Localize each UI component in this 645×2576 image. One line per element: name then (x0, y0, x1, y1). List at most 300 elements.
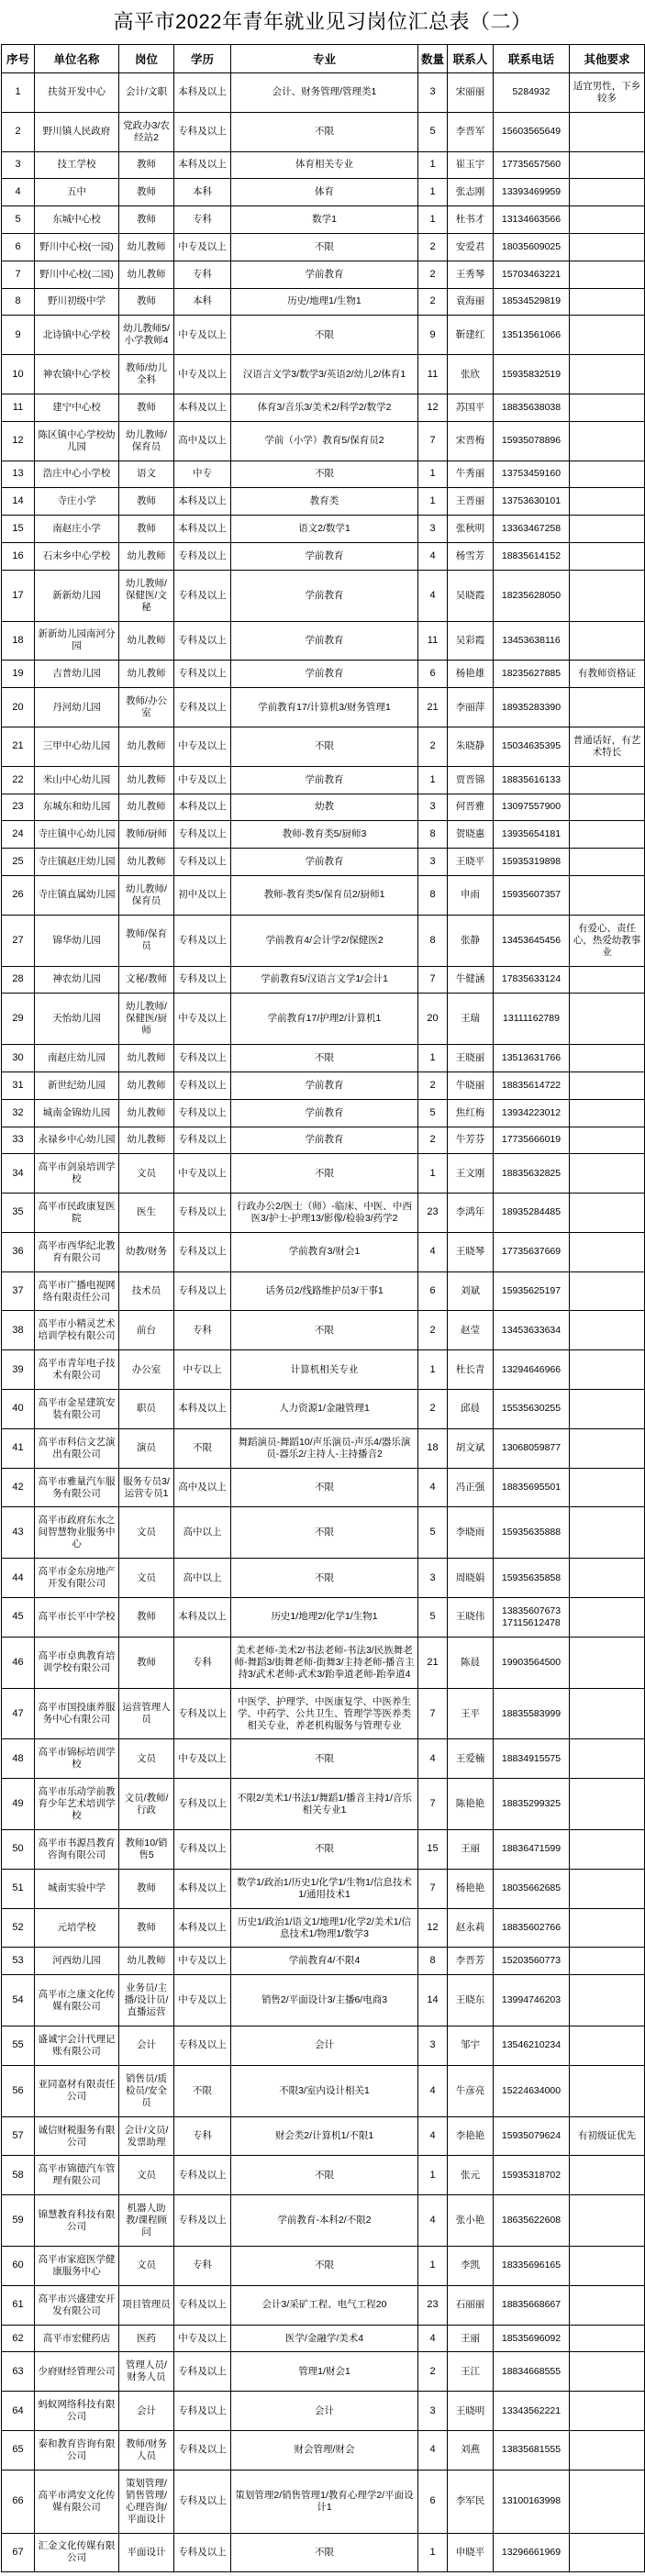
cell-contact: 苏国平 (448, 394, 494, 421)
cell-major: 计算机相关专业 (231, 1350, 418, 1390)
table-row (2, 1071, 645, 1099)
cell-no: 29 (2, 994, 35, 1045)
cell-count: 1 (418, 766, 448, 794)
table-row (2, 112, 645, 151)
cell-count: 1 (418, 2156, 448, 2195)
table-row (2, 994, 645, 1045)
cell-post: 策划管理/销售管理/心理咨询/平面设计 (119, 2470, 174, 2533)
cell-no: 17 (2, 570, 35, 621)
cell-phone: 15935078896 (494, 421, 570, 461)
cell-unit: 河西幼儿园 (35, 1948, 119, 1975)
cell-unit: 寺庄小学 (35, 488, 119, 516)
cell-edu: 专科 (174, 2247, 231, 2286)
cell-contact: 李凯 (448, 2247, 494, 2286)
cell-unit: 南赵庄幼儿园 (35, 1045, 119, 1072)
cell-post: 服务专员3/运营专员1 (119, 1468, 174, 1507)
cell-no: 33 (2, 1127, 35, 1154)
cell-post: 文员 (119, 1559, 174, 1598)
cell-phone: 17735657560 (494, 151, 570, 179)
cell-count: 4 (418, 2195, 448, 2247)
cell-unit: 野川中心校(二园) (35, 261, 119, 288)
cell-major: 会计 (231, 2392, 418, 2431)
cell-contact: 王晓琴 (448, 1232, 494, 1271)
cell-no: 34 (2, 1154, 35, 1194)
cell-count: 1 (418, 206, 448, 234)
cell-unit: 城南金锦幼儿园 (35, 1099, 119, 1127)
cell-unit: 高平市金星建筑安装有限公司 (35, 1390, 119, 1429)
cell-no: 8 (2, 288, 35, 316)
cell-no: 66 (2, 2470, 35, 2533)
cell-major: 学前教育 (231, 661, 418, 688)
cell-contact: 胡文斌 (448, 1428, 494, 1468)
header-note: 其他要求 (570, 45, 645, 73)
cell-count: 2 (418, 1071, 448, 1099)
cell-note (570, 1099, 645, 1127)
cell-edu: 本科及以上 (174, 794, 231, 821)
cell-unit: 浩庄中心小学校 (35, 461, 119, 488)
cell-count: 4 (418, 1468, 448, 1507)
cell-note (570, 2352, 645, 2392)
cell-edu: 专科 (174, 206, 231, 234)
cell-note (570, 1559, 645, 1598)
cell-phone: 13546210234 (494, 2026, 570, 2066)
cell-post: 幼儿教师 (119, 621, 174, 661)
cell-contact: 何晋雅 (448, 794, 494, 821)
cell-major: 不限 (231, 316, 418, 355)
cell-count: 1 (418, 151, 448, 179)
cell-count: 6 (418, 2470, 448, 2533)
cell-edu: 高中及以上 (174, 1468, 231, 1507)
table-row (2, 1194, 645, 1233)
cell-note (570, 994, 645, 1045)
cell-phone: 15935318702 (494, 2156, 570, 2195)
table-row (2, 821, 645, 849)
cell-major: 美术老师-美术2/书法老师-书法3/民族舞老师-舞蹈3/街舞老师-街舞3/主持老师-播音主持3/武术老师-武术3/跆拳道老师-跆拳道4 (231, 1637, 418, 1688)
table-title: 高平市2022年青年就业见习岗位汇总表（二） (113, 10, 532, 33)
cell-no: 39 (2, 1350, 35, 1390)
cell-no: 15 (2, 516, 35, 543)
cell-post: 技术员 (119, 1271, 174, 1311)
cell-contact: 刘燕 (448, 2431, 494, 2471)
cell-phone: 15935635888 (494, 1507, 570, 1559)
cell-contact: 宋晋梅 (448, 421, 494, 461)
cell-unit: 高平市政府东水之间智慧物业服务中心 (35, 1507, 119, 1559)
cell-major: 不限3/室内设计相关1 (231, 2065, 418, 2116)
cell-note (570, 179, 645, 206)
cell-contact: 李鸿年 (448, 1194, 494, 1233)
cell-edu: 专科及以上 (174, 1779, 231, 1830)
cell-major: 不限2/美术1/书法1/舞蹈1/播音主持1/音乐相关专业1 (231, 1779, 418, 1830)
cell-count: 3 (418, 2392, 448, 2431)
cell-major: 学前教育17/计算机3/财务管理1 (231, 688, 418, 727)
cell-phone: 18235628050 (494, 570, 570, 621)
cell-note (570, 1779, 645, 1830)
cell-edu: 本科及以上 (174, 394, 231, 421)
table-row (2, 2116, 645, 2156)
cell-major: 学前教育3/财会1 (231, 1232, 418, 1271)
cell-count: 1 (418, 1154, 448, 1194)
cell-edu: 中专及以上 (174, 1975, 231, 2026)
cell-major: 不限 (231, 2533, 418, 2572)
cell-post: 教师/保育员 (119, 915, 174, 966)
cell-phone: 18935284485 (494, 1194, 570, 1233)
cell-count: 4 (418, 2116, 448, 2156)
cell-note (570, 355, 645, 394)
cell-note (570, 1637, 645, 1688)
cell-major: 财会类2/计算机1/不限1 (231, 2116, 418, 2156)
cell-note (570, 821, 645, 849)
cell-post: 业务员/主播/设计员/直播运营 (119, 1975, 174, 2026)
cell-phone: 18534529819 (494, 288, 570, 316)
cell-count: 4 (418, 2431, 448, 2471)
cell-major: 体育相关专业 (231, 151, 418, 179)
cell-major: 不限 (231, 1507, 418, 1559)
cell-major: 幼教 (231, 794, 418, 821)
cell-note (570, 288, 645, 316)
cell-major: 不限 (231, 2156, 418, 2195)
cell-post: 教师 (119, 1908, 174, 1948)
cell-note (570, 1045, 645, 1072)
cell-no: 46 (2, 1637, 35, 1688)
cell-no: 60 (2, 2247, 35, 2286)
cell-contact: 袁海丽 (448, 288, 494, 316)
cell-unit: 亚同嘉材有限责任公司 (35, 2065, 119, 2116)
cell-note (570, 206, 645, 234)
cell-count: 8 (418, 875, 448, 915)
cell-unit: 锦慧教育科技有限公司 (35, 2195, 119, 2247)
cell-note (570, 2285, 645, 2325)
cell-unit: 少府财经管理公司 (35, 2352, 119, 2392)
cell-no: 19 (2, 661, 35, 688)
cell-unit: 高平市剑泉培训学校 (35, 1154, 119, 1194)
cell-unit: 蚂蚁网络科技有限公司 (35, 2392, 119, 2431)
cell-post: 幼儿教师 (119, 261, 174, 288)
cell-edu: 本科 (174, 179, 231, 206)
cell-major: 不限 (231, 1739, 418, 1779)
cell-count: 1 (418, 2533, 448, 2572)
cell-phone: 18935283390 (494, 688, 570, 727)
cell-note (570, 794, 645, 821)
cell-post: 幼儿教师5/小学教师4 (119, 316, 174, 355)
cell-post: 教师/办公室 (119, 688, 174, 727)
cell-unit: 高平市科信文艺演出有限公司 (35, 1428, 119, 1468)
cell-contact: 王晓伟 (448, 1598, 494, 1638)
cell-edu: 专科及以上 (174, 966, 231, 994)
cell-note (570, 1908, 645, 1948)
table-row (2, 516, 645, 543)
cell-no: 5 (2, 206, 35, 234)
cell-no: 55 (2, 2026, 35, 2066)
cell-unit: 高平市雅量汽车服务有限公司 (35, 1468, 119, 1507)
cell-no: 40 (2, 1390, 35, 1429)
cell-phone: 18335696165 (494, 2247, 570, 2286)
cell-edu: 中专及以上 (174, 355, 231, 394)
cell-major: 历史1/地理2/化学1/生物1 (231, 1598, 418, 1638)
header-count: 数量 (418, 45, 448, 73)
cell-note (570, 316, 645, 355)
table-row (2, 966, 645, 994)
cell-count: 1 (418, 488, 448, 516)
cell-contact: 张元 (448, 2156, 494, 2195)
cell-post: 教师 (119, 1869, 174, 1908)
cell-phone: 15224634000 (494, 2065, 570, 2116)
cell-major: 不限 (231, 1559, 418, 1598)
cell-contact: 吴彩霞 (448, 621, 494, 661)
cell-phone: 15935079624 (494, 2116, 570, 2156)
cell-no: 6 (2, 233, 35, 261)
cell-no: 12 (2, 421, 35, 461)
cell-edu: 不限 (174, 2065, 231, 2116)
cell-phone: 13934223012 (494, 1099, 570, 1127)
cell-major: 人力资源1/金融管理1 (231, 1390, 418, 1429)
cell-post: 幼儿教师 (119, 794, 174, 821)
table-row (2, 1830, 645, 1870)
cell-edu: 本科及以上 (174, 151, 231, 179)
cell-contact: 王文刚 (448, 1154, 494, 1194)
cell-contact: 贺晓惠 (448, 821, 494, 849)
cell-note (570, 2247, 645, 2286)
table-row (2, 1688, 645, 1739)
cell-note: 有初级证优先 (570, 2116, 645, 2156)
cell-contact: 张欣 (448, 355, 494, 394)
cell-major: 行政办公2/医士（师）-临床、中医、中西医3/护士-护理13/影像/检验3/药学2 (231, 1194, 418, 1233)
table-row (2, 2156, 645, 2195)
table-row (2, 179, 645, 206)
cell-phone: 17735637669 (494, 1232, 570, 1271)
cell-edu: 专科及以上 (174, 915, 231, 966)
cell-edu: 专科及以上 (174, 2431, 231, 2471)
cell-note: 有爱心、责任心，热爱幼教事业 (570, 915, 645, 966)
cell-edu: 本科及以上 (174, 1869, 231, 1908)
cell-unit: 新新幼儿园 (35, 570, 119, 621)
cell-no: 44 (2, 1559, 35, 1598)
cell-no: 61 (2, 2285, 35, 2325)
table-row (2, 2285, 645, 2325)
cell-edu: 中专及以上 (174, 316, 231, 355)
cell-contact: 申晓平 (448, 2533, 494, 2572)
cell-no: 10 (2, 355, 35, 394)
cell-post: 职员 (119, 1390, 174, 1429)
cell-edu: 高中及以上 (174, 421, 231, 461)
cell-contact: 王平 (448, 1688, 494, 1739)
cell-post: 幼儿教师/保健医/文秘 (119, 570, 174, 621)
cell-edu: 中专及以上 (174, 2325, 231, 2352)
cell-major: 学前教育 (231, 570, 418, 621)
cell-post: 文员/教师/行政 (119, 1779, 174, 1830)
cell-unit: 五中 (35, 179, 119, 206)
cell-major: 会计、财务管理/管理类1 (231, 73, 418, 113)
cell-no: 51 (2, 1869, 35, 1908)
cell-post: 教师 (119, 206, 174, 234)
table-row (2, 461, 645, 488)
cell-contact: 杨雪芳 (448, 542, 494, 570)
table-row (2, 1045, 645, 1072)
cell-edu: 高中以上 (174, 1507, 231, 1559)
cell-note (570, 542, 645, 570)
cell-major: 管理1/财会1 (231, 2352, 418, 2392)
cell-count: 7 (418, 421, 448, 461)
cell-no: 24 (2, 821, 35, 849)
cell-edu: 中专及以上 (174, 1739, 231, 1779)
cell-unit: 高平市兴盛建安开发有限公司 (35, 2285, 119, 2325)
cell-major: 历史1/政治1/语文1/地理1/化学2/美术1/信息技术1/物理1/数学3 (231, 1908, 418, 1948)
cell-contact: 牛彦亮 (448, 2065, 494, 2116)
cell-post: 幼儿教师 (119, 1071, 174, 1099)
cell-edu: 专科及以上 (174, 2533, 231, 2572)
cell-note (570, 966, 645, 994)
cell-major: 不限 (231, 2247, 418, 2286)
cell-major: 财会管理/财会 (231, 2431, 418, 2471)
cell-count: 11 (418, 355, 448, 394)
cell-note (570, 1688, 645, 1739)
table-row (2, 1739, 645, 1779)
cell-edu: 不限 (174, 1428, 231, 1468)
cell-contact: 牛晓丽 (448, 1071, 494, 1099)
cell-count: 3 (418, 849, 448, 876)
cell-count: 3 (418, 1559, 448, 1598)
cell-unit: 新世纪幼儿园 (35, 1071, 119, 1099)
cell-no: 23 (2, 794, 35, 821)
cell-post: 教师 (119, 151, 174, 179)
cell-phone: 15603565649 (494, 112, 570, 151)
cell-unit: 神农幼儿园 (35, 966, 119, 994)
cell-major: 学前教育4/不限4 (231, 1948, 418, 1975)
cell-post: 教师10/销售5 (119, 1830, 174, 1870)
cell-note: 普通话好，有艺术特长 (570, 727, 645, 766)
cell-post: 幼儿教师 (119, 1127, 174, 1154)
cell-contact: 张小艳 (448, 2195, 494, 2247)
cell-contact: 李丽萍 (448, 688, 494, 727)
cell-edu: 初中及以上 (174, 875, 231, 915)
cell-contact: 李军民 (448, 2470, 494, 2533)
cell-no: 32 (2, 1099, 35, 1127)
internship-table (1, 44, 645, 2572)
cell-note (570, 766, 645, 794)
table-row (2, 1598, 645, 1638)
cell-major: 不限 (231, 1311, 418, 1350)
cell-edu: 专科及以上 (174, 1045, 231, 1072)
cell-no: 20 (2, 688, 35, 727)
table-row (2, 421, 645, 461)
cell-major: 不限 (231, 112, 418, 151)
cell-unit: 高平市青年电子技术有限公司 (35, 1350, 119, 1390)
cell-contact: 王江 (448, 2352, 494, 2392)
cell-phone: 13363467258 (494, 516, 570, 543)
cell-post: 演员 (119, 1428, 174, 1468)
cell-note (570, 112, 645, 151)
table-row (2, 1975, 645, 2026)
cell-major: 不限 (231, 1045, 418, 1072)
cell-contact: 杜长青 (448, 1350, 494, 1390)
cell-edu: 专科及以上 (174, 2392, 231, 2431)
cell-count: 4 (418, 542, 448, 570)
cell-edu: 专科及以上 (174, 1194, 231, 1233)
cell-post: 幼儿教师 (119, 849, 174, 876)
cell-unit: 吉普幼儿园 (35, 661, 119, 688)
cell-count: 12 (418, 1908, 448, 1948)
cell-no: 2 (2, 112, 35, 151)
cell-major: 不限 (231, 1154, 418, 1194)
cell-post: 幼儿教师 (119, 766, 174, 794)
cell-edu: 专科及以上 (174, 570, 231, 621)
cell-count: 6 (418, 661, 448, 688)
cell-edu: 专科及以上 (174, 621, 231, 661)
table-row (2, 206, 645, 234)
table-row (2, 1154, 645, 1194)
table-row (2, 1908, 645, 1948)
cell-unit: 高平市宏健药店 (35, 2325, 119, 2352)
cell-phone: 18835614722 (494, 1071, 570, 1099)
cell-no: 11 (2, 394, 35, 421)
cell-no: 52 (2, 1908, 35, 1948)
cell-major: 不限 (231, 1830, 418, 1870)
cell-no: 48 (2, 1739, 35, 1779)
cell-contact: 牛秀丽 (448, 461, 494, 488)
cell-no: 45 (2, 1598, 35, 1638)
cell-major: 不限 (231, 461, 418, 488)
cell-unit: 建宁中心校 (35, 394, 119, 421)
cell-count: 2 (418, 1311, 448, 1350)
cell-major: 会计3/采矿工程、电气工程20 (231, 2285, 418, 2325)
cell-phone: 15935319898 (494, 849, 570, 876)
cell-no: 65 (2, 2431, 35, 2471)
cell-unit: 三甲中心幼儿园 (35, 727, 119, 766)
cell-major: 历史/地理1/生物1 (231, 288, 418, 316)
cell-unit: 寺庄镇赵庄幼儿园 (35, 849, 119, 876)
cell-edu: 中专及以上 (174, 994, 231, 1045)
cell-contact: 冯正强 (448, 1468, 494, 1507)
cell-edu: 高中以上 (174, 1559, 231, 1598)
cell-post: 医生 (119, 1194, 174, 1233)
cell-note (570, 1869, 645, 1908)
cell-major: 数学1 (231, 206, 418, 234)
cell-contact: 安爱君 (448, 233, 494, 261)
cell-count: 1 (418, 179, 448, 206)
cell-no: 1 (2, 73, 35, 113)
cell-contact: 张静 (448, 915, 494, 966)
cell-note (570, 394, 645, 421)
cell-contact: 赵永莉 (448, 1908, 494, 1948)
table-row (2, 2195, 645, 2247)
cell-phone: 13753459160 (494, 461, 570, 488)
cell-edu: 专科及以上 (174, 661, 231, 688)
cell-count: 4 (418, 1739, 448, 1779)
cell-phone: 18035662685 (494, 1869, 570, 1908)
cell-note (570, 1739, 645, 1779)
cell-major: 话务员2/线路维护员3/干事1 (231, 1271, 418, 1311)
cell-major: 学前教育 (231, 1099, 418, 1127)
cell-contact: 牛健涵 (448, 966, 494, 994)
cell-edu: 专科及以上 (174, 688, 231, 727)
cell-post: 幼儿教师/保健医/厨师 (119, 994, 174, 1045)
cell-no: 47 (2, 1688, 35, 1739)
cell-post: 教师 (119, 179, 174, 206)
table-row (2, 316, 645, 355)
cell-unit: 寺庄镇直属幼儿园 (35, 875, 119, 915)
cell-note (570, 2533, 645, 2572)
cell-unit: 野川初级中学 (35, 288, 119, 316)
cell-phone: 18835616133 (494, 766, 570, 794)
cell-phone: 13068059877 (494, 1428, 570, 1468)
cell-count: 2 (418, 261, 448, 288)
cell-phone: 15935607357 (494, 875, 570, 915)
cell-edu: 专科及以上 (174, 849, 231, 876)
cell-edu: 专科及以上 (174, 542, 231, 570)
table-row (2, 233, 645, 261)
cell-no: 43 (2, 1507, 35, 1559)
header-phone: 联系电话 (494, 45, 570, 73)
cell-post: 文员 (119, 1739, 174, 1779)
